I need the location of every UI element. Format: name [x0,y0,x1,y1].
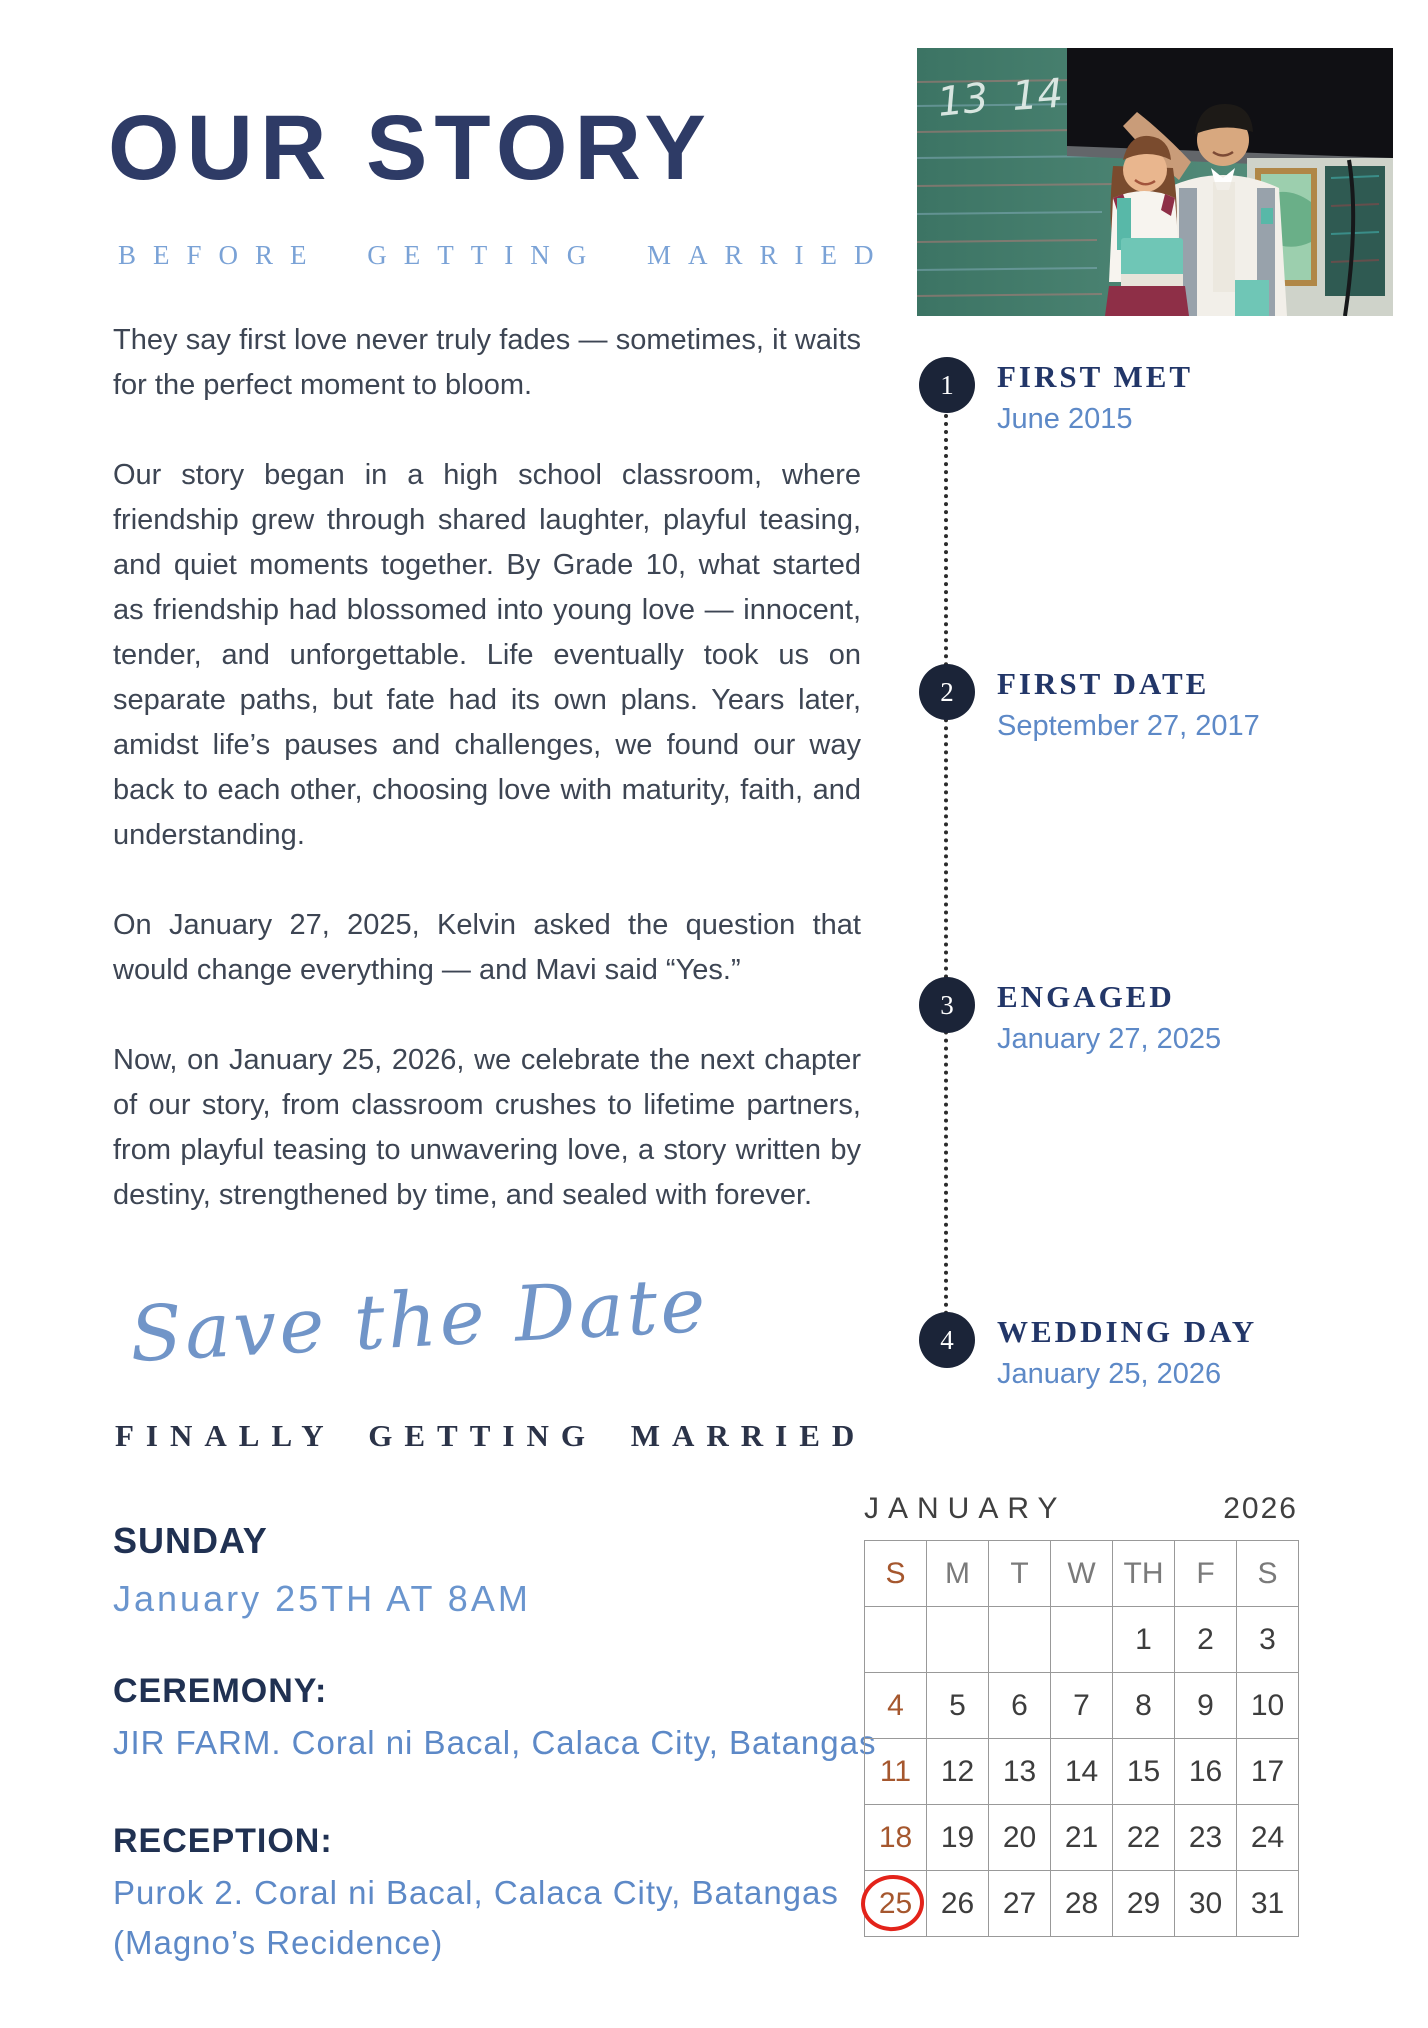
timeline-item-first-met [919,357,1193,436]
calendar-day-cell [927,1607,989,1673]
calendar-day-cell: 24 [1237,1805,1299,1871]
calendar-day-header: M [927,1541,989,1607]
calendar-year-label: 2026 [1223,1492,1298,1525]
calendar-day-header: TH [1113,1541,1175,1607]
timeline-item-title: FIRST DATE [997,666,1210,701]
calendar-day-header-row [865,1541,1299,1607]
calendar-day-cell: 22 [1113,1805,1175,1871]
timeline-item-title: WEDDING DAY [997,1314,1258,1349]
wedding-date-circle: 25 [878,1886,913,1920]
timeline-step-badge: 3 [919,977,975,1033]
calendar-day-header: F [1175,1541,1237,1607]
calendar-day-cell: 21 [1051,1805,1113,1871]
timeline-item-date: January 25, 2026 [997,1358,1222,1390]
calendar-day-header: W [1051,1541,1113,1607]
timeline-item-engaged [919,977,1221,1056]
timeline-item-title: ENGAGED [997,979,1175,1014]
reception-venue: Purok 2. Coral ni Bacal, Calaca City, Batangas [113,1874,839,1911]
ceremony-venue: JIR FARM. Coral ni Bacal, Calaca City, Batangas [113,1724,877,1761]
calendar-day-cell: 29 [1113,1871,1175,1937]
save-the-date-script: Save the Date [127,1259,711,1379]
calendar-day-header: S [1237,1541,1299,1607]
calendar-week-row [865,1805,1299,1871]
calendar-day-cell: 18 [865,1805,927,1871]
finally-getting-married-heading: FINALLY GETTING MARRIED [115,1418,867,1453]
schedule-day-label: SUNDAY [113,1520,268,1561]
story-text [113,318,861,1263]
calendar-day-cell: 16 [1175,1739,1237,1805]
page-title: OUR STORY [108,97,713,199]
timeline-item-title: FIRST MET [997,359,1194,394]
couple-photo [917,48,1393,316]
calendar-header [864,1492,1298,1526]
timeline-item-date: September 27, 2017 [997,710,1260,742]
calendar-day-cell: 2 [1175,1607,1237,1673]
timeline-step-badge: 4 [919,1312,975,1368]
calendar-day-cell: 27 [989,1871,1051,1937]
calendar-day-cell: 13 [989,1739,1051,1805]
calendar-day-cell: 1 [1113,1607,1175,1673]
calendar-day-cell: 15 [1113,1739,1175,1805]
timeline-step-badge: 2 [919,664,975,720]
calendar-day-cell: 20 [989,1805,1051,1871]
chalk-number-14: 14 [1010,70,1065,120]
calendar-day-cell: 10 [1237,1673,1299,1739]
calendar-day-cell: 11 [865,1739,927,1805]
schedule-datetime: January 25TH AT 8AM [113,1578,531,1619]
calendar-day-cell [865,1871,927,1937]
ceremony-label: CEREMONY: [113,1672,328,1710]
calendar-day-cell: 4 [865,1673,927,1739]
calendar-day-header: T [989,1541,1051,1607]
story-paragraph: On January 27, 2025, Kelvin asked the question that would change everything — and Mavi said “Yes.” [113,909,861,986]
timeline-item-date: January 27, 2025 [997,1023,1222,1055]
calendar-week-row [865,1607,1299,1673]
story-paragraph: Our story began in a high school classroom, where friendship grew through shared laughter, playful teasing, and quiet moments together. By Grade 10, what started as friendship had blossomed into young love — innocent, tender, and unforgettable. Life eventually took us on separate paths, but fate had its own plans. Years later, amidst life’s pauses and challenges, we found our way back to each other, choosing love with maturity, faith, and understanding. [113,459,861,851]
reception-venue-note: (Magno’s Recidence) [113,1924,444,1961]
timeline-item-date: June 2015 [997,403,1133,435]
story-paragraph: They say first love never truly fades — sometimes, it waits for the perfect moment to bloom. [113,324,861,401]
story-paragraph: Now, on January 25, 2026, we celebrate the next chapter of our story, from classroom crushes to lifetime partners, from playful teasing to unwavering love, a story written by destiny, strengthened by time, and sealed with forever. [113,1044,861,1211]
calendar-day-cell: 5 [927,1673,989,1739]
calendar-day-cell: 30 [1175,1871,1237,1937]
calendar-day-cell [989,1607,1051,1673]
calendar-day-cell [1051,1607,1113,1673]
calendar-week-row [865,1871,1299,1937]
calendar-day-cell: 3 [1237,1607,1299,1673]
calendar-day-cell: 9 [1175,1673,1237,1739]
calendar-week-row [865,1739,1299,1805]
calendar-day-cell: 14 [1051,1739,1113,1805]
calendar-day-cell: 6 [989,1673,1051,1739]
timeline-connector-line [944,390,948,1340]
calendar-day-cell: 23 [1175,1805,1237,1871]
timeline-item-wedding-day [919,1312,1257,1391]
calendar-day-cell: 17 [1237,1739,1299,1805]
calendar-day-cell: 19 [927,1805,989,1871]
calendar-day-cell: 8 [1113,1673,1175,1739]
calendar-day-cell [865,1607,927,1673]
calendar-day-cell: 31 [1237,1871,1299,1937]
calendar-month-label: JANUARY [864,1492,1067,1525]
calendar-table [864,1540,1299,1937]
reception-label: RECEPTION: [113,1822,333,1860]
timeline-item-first-date [919,664,1260,743]
calendar-day-cell: 28 [1051,1871,1113,1937]
page-subtitle: BEFORE GETTING MARRIED [118,240,891,270]
timeline-step-badge: 1 [919,357,975,413]
calendar-day-cell: 26 [927,1871,989,1937]
calendar-week-row [865,1673,1299,1739]
chalk-number-13: 13 [935,74,991,126]
calendar-day-header: S [865,1541,927,1607]
calendar-day-cell: 12 [927,1739,989,1805]
calendar-day-cell: 7 [1051,1673,1113,1739]
